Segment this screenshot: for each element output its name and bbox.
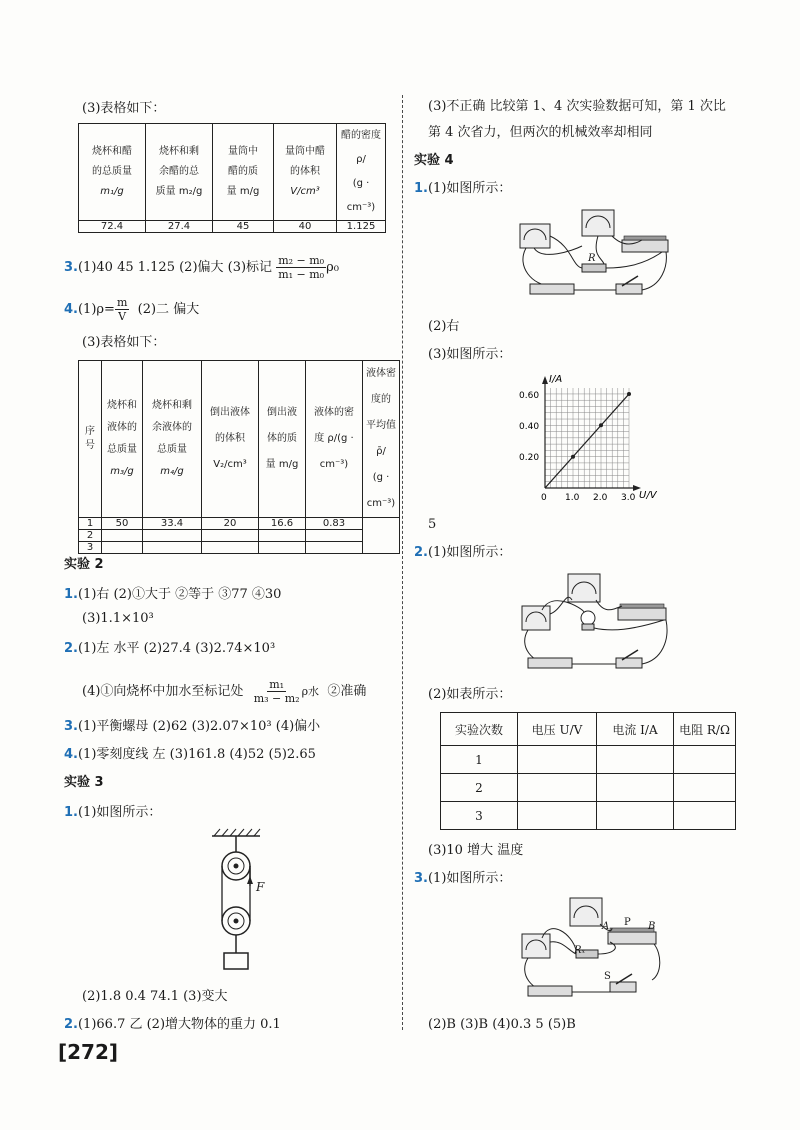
table2-header-1: 烧杯和 液体的 总质量 m₃/g [102,361,143,518]
experiment-2-title: 实验 2 [64,557,104,572]
table2-cell: 1 [79,518,102,530]
table1-header-3: 量筒中 醋的质 量 m/g [213,124,274,221]
fraction: $\frac{\text{m₁}}{\text{m₃ − m₂}}$ [253,678,300,705]
table3-cell [674,774,736,802]
table3-header: 电流 I/A [597,713,674,746]
fraction: $\frac{\text{m₂ − m₀}}{\text{m₁ − m₀}}$ [278,254,325,281]
table1-header-4: 量筒中醋 的体积 V/cm³ [274,124,337,221]
table2-cell [202,542,259,554]
table3-cell [674,802,736,830]
right-top-line-2: 第 4 次省力，但两次的机械效率却相同 [428,125,653,140]
exp4-answer-1b: (2)右 [428,319,460,334]
table2-cell [102,542,143,554]
column-divider [402,95,403,1030]
table2-cell: 3 [79,542,102,554]
exp4-answer-3b: (2)B (3)B (4)0.3 5 (5)B [428,1017,576,1032]
exp2-answer-4: 4.(1)零刻度线 左 (3)161.8 (4)52 (5)2.65 [64,747,316,762]
page-number: [272] [58,1040,119,1064]
table2-cell [306,530,363,542]
table2-cell: 16.6 [259,518,306,530]
resistor-label: R [588,253,596,264]
table1-cell: 72.4 [79,221,146,233]
circuit-diagram-3 [512,894,672,1004]
data-point [571,455,575,459]
table2-header-2: 烧杯和剩 余液体的 总质量 m₄/g [143,361,202,518]
exp2-answer-1b: (3)1.1×10³ [82,611,154,626]
table3-cell [518,802,597,830]
exp3-answer-1b: (2)1.8 0.4 74.1 (3)变大 [82,989,228,1004]
exp4-answer-1d: 5 [428,517,437,532]
table3-cell [597,802,674,830]
table1-cell: 45 [213,221,274,233]
table3-cell [518,774,597,802]
table2-cell: 0.83 [306,518,363,530]
table2-header-6: 液体密度的 平均值 ρ̄/ (g · cm⁻³) [363,361,400,518]
table1-header-1: 烧杯和醋 的总质量 m₁/g [79,124,146,221]
x-tick-label: 0 [541,493,547,503]
table1-cell: 27.4 [146,221,213,233]
table1-header-5: 醋的密度 ρ/ (g · cm⁻³) [337,124,386,221]
table1-header-2: 烧杯和剩 余醋的总 质量 m₂/g [146,124,213,221]
circuit-diagram-2 [512,570,672,675]
x-tick-label: 2.0 [593,493,608,503]
vinegar-density-table [78,123,386,233]
table1-cell: 1.125 [337,221,386,233]
exp3-answer-2: 2.(1)66.7 乙 (2)增大物体的重力 0.1 [64,1017,281,1032]
label-p: P [624,917,631,928]
exp4-answer-2c: (3)10 增大 温度 [428,843,524,858]
resistance-table [440,712,736,830]
table2-cell [259,542,306,554]
answer-3: 3.(1)40 45 1.125 (2)偏大 (3)标记 $\frac{\text{m₂ − m₀}}{\text{m₁ − m₀}}$ ρ₀ [64,254,339,281]
table2-cell [143,542,202,554]
table3-header: 实验次数 [441,713,518,746]
data-point [627,392,631,396]
table2-header-5: 液体的密 度 ρ/(g · cm⁻³) [306,361,363,518]
force-label: F [256,880,265,894]
table2-header-index: 序 号 [79,361,102,518]
exp2-answer-2b: (4)①向烧杯中加水至标记处 $\frac{\text{m₁}}{\text{m₃ − m₂}}$ ρ水 ②准确 [82,678,367,705]
table2-intro: (3)表格如下： [82,335,166,350]
y-tick-label: 0.40 [519,422,540,432]
table1-intro: (3)表格如下： [82,101,166,116]
fraction: $\frac{m}{V}$ [116,296,128,323]
table3-cell: 3 [441,802,518,830]
exp4-answer-3: 3.(1)如图所示： [414,871,512,886]
exp3-answer-1: 1.(1)如图所示： [64,805,162,820]
table2-cell: 50 [102,518,143,530]
pulley-diagram [190,828,290,978]
table3-cell [674,746,736,774]
current-voltage-graph [505,370,665,505]
exp4-answer-1c: (3)如图所示： [428,347,512,362]
exp2-answer-3: 3.(1)平衡螺母 (2)62 (3)2.07×10³ (4)偏小 [64,719,321,734]
label-rx: Rₓ [574,945,586,956]
table3-cell: 1 [441,746,518,774]
table2-cell [202,530,259,542]
table3-cell [518,746,597,774]
table2-cell: 2 [79,530,102,542]
table1-cell: 40 [274,221,337,233]
experiment-4-title: 实验 4 [414,153,454,168]
table3-cell [597,746,674,774]
table2-cell [102,530,143,542]
y-tick-label: 0.60 [519,391,540,401]
table3-cell: 2 [441,774,518,802]
table2-header-3: 倒出液体 的体积 V₂/cm³ [202,361,259,518]
label-b: B [648,921,656,932]
label-s: S [604,971,611,982]
answer-4: 4.(1)ρ= $\frac{m}{V}$ (2)二 偏大 [64,296,200,323]
exp4-answer-1: 1.(1)如图所示： [414,181,512,196]
table2-header-4: 倒出液 体的质 量 m/g [259,361,306,518]
exp4-answer-2: 2.(1)如图所示： [414,545,512,560]
table3-header: 电阻 R/Ω [674,713,736,746]
exp4-answer-2b: (2)如表所示： [428,687,512,702]
x-axis-label: U/V [639,490,657,501]
table2-cell [143,530,202,542]
table2-cell [306,542,363,554]
y-tick-label: 0.20 [519,453,540,463]
right-top-line-1: (3)不正确 比较第 1、4 次实验数据可知，第 1 次比 [428,99,726,114]
table2-cell [259,530,306,542]
exp2-answer-2: 2.(1)左 水平 (2)27.4 (3)2.74×10³ [64,641,276,656]
experiment-3-title: 实验 3 [64,775,104,790]
exp2-answer-1: 1.(1)右 (2)①大于 ②等于 ③77 ④30 [64,587,282,602]
label-a: A [602,921,610,932]
data-point [599,423,603,427]
x-tick-label: 3.0 [621,493,636,503]
table2-average-cell [363,518,400,554]
x-tick-label: 1.0 [565,493,580,503]
table2-cell: 20 [202,518,259,530]
y-axis-label: I/A [549,374,563,385]
table3-header: 电压 U/V [518,713,597,746]
data-line [545,394,629,488]
table3-cell [597,774,674,802]
liquid-density-table [78,360,400,554]
table2-cell: 33.4 [143,518,202,530]
